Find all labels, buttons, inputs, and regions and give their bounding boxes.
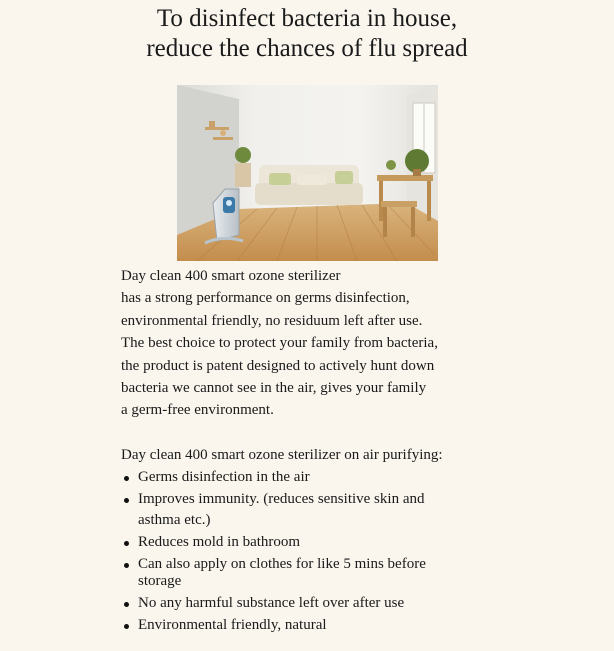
list-item: Germs disinfection in the air [138,467,501,488]
intro-line: has a strong performance on germs disinfection, [121,290,410,307]
intro-line: a germ-free environment. [121,402,274,419]
list-item: Reduces mold in bathroom [138,532,501,553]
list-item: Can also apply on clothes for like 5 mins before storage [138,554,501,592]
features-list [121,467,501,636]
heading-line-2: reduce the chances of flu spread [146,35,468,62]
intro-line: the product is patent designed to actively hunt down [121,357,435,374]
intro-line: Day clean 400 smart ozone sterilizer [121,268,341,284]
heading-line-1: To disinfect bacteria in house, [156,5,458,32]
page-heading [0,4,614,64]
intro-paragraph [121,265,501,422]
list-item: Environmental friendly, natural [138,615,501,636]
intro-line: bacteria we cannot see in the air, gives your family [121,380,427,397]
list-item: Improves immunity. (reduces sensitive skin and asthma etc.) [138,489,501,531]
list-item: No any harmful substance left over after use [138,593,501,614]
intro-line: The best choice to protect your family from bacteria, [121,335,438,352]
living-room-photo [177,85,438,261]
description-block [121,265,501,636]
features-title: Day clean 400 smart ozone sterilizer on air purifying: [121,446,443,463]
intro-line: environmental friendly, no residuum left after use. [121,312,423,329]
